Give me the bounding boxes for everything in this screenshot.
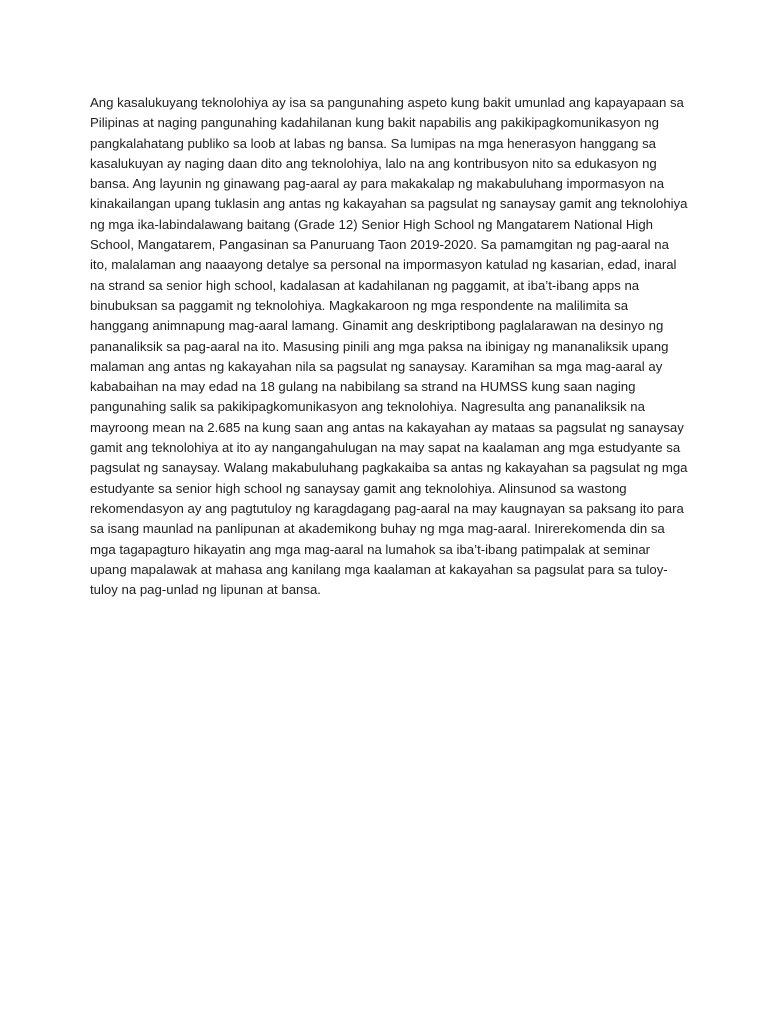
abstract-paragraph: Ang kasalukuyang teknolohiya ay isa sa pangunahing aspeto kung bakit umunlad ang kapayapaan sa Pilipinas at naging pangunahing kadahilanan kung bakit napabilis ang pakikipagkomunikasyon ng pangkalahatang publiko sa loob at labas ng bansa. Sa lumipas na mga henerasyon hanggang sa kasalukuyan ay naging daan dito ang teknolohiya, lalo na ang kontribusyon nito sa edukasyon ng bansa. Ang layunin ng ginawang pag-aaral ay para makakalap ng makabuluhang impormasyon na kinakailangan upang tuklasin ang antas ng kakayahan sa pagsulat ng sanaysay gamit ang teknolohiya ng mga ika-labindalawang baitang (Grade 12) Senior High School ng Mangatarem National High School, Mangatarem, Pangasinan sa Panuruang Taon 2019-2020. Sa pamamgitan ng pag-aaral na ito, malalaman ang naaayong detalye sa personal na impormasyon katulad ng kasarian, edad, inaral na strand sa senior high school, kadalasan at kadahilanan ng paggamit, at iba’t-ibang apps na binubuksan sa paggamit ng teknolohiya. Magkakaroon ng mga respondente na malilimita sa hanggang animnapung mag-aaral lamang. Ginamit ang deskriptibong paglalarawan na desinyo ng pananaliksik sa pag-aaral na ito. Masusing pinili ang mga paksa na ibinigay ng mananaliksik upang malaman ang antas ng kakayahan nila sa pagsulat ng sanaysay. Karamihan sa mga mag-aaral ay kababaihan na may edad na 18 gulang na nabibilang sa strand na HUMSS kung saan naging pangunahing salik sa pakikipagkomunikasyon ang teknolohiya. Nagresulta ang pananaliksik na mayroong mean na 2.685 na kung saan ang antas na kakayahan ay mataas sa pagsulat ng sanaysay gamit ang teknolohiya at ito ay nangangahulugan na may sapat na kaalaman ang mga estudyante sa pagsulat ng sanaysay. Walang makabuluhang pagkakaiba sa antas ng kakayahan sa pagsulat ng mga estudyante sa senior high school ng sanaysay gamit ang teknolohiya. Alinsunod sa wastong rekomendasyon ay ang pagtutuloy ng karagdagang pag-aaral na may kaugnayan sa paksang ito para sa isang maunlad na panlipunan at akademikong buhay ng mga mag-aaral. Inirerekomenda din sa mga tagapagturo hikayatin ang mga mag-aaral na lumahok sa iba’t-ibang patimpalak at seminar upang mapalawak at mahasa ang kanilang mga kaalaman at kakayahan sa pagsulat para sa tuloy-tuloy na pag-unlad ng lipunan at bansa.: [90, 95, 688, 598]
